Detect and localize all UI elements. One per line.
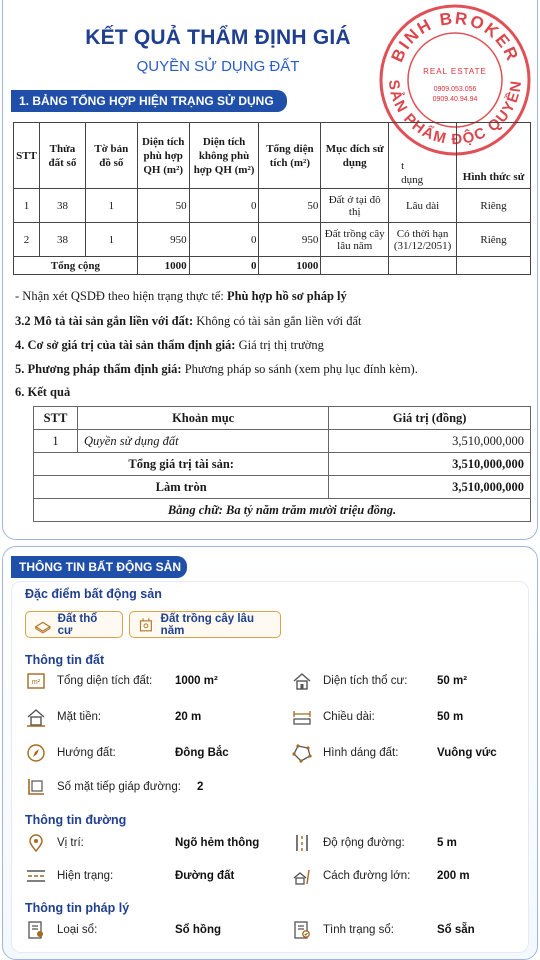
section-4: 4. Cơ sở giá trị của tài sản thẩm định giá: Giá trị thị trường <box>15 338 324 352</box>
table-row: 1 38 1 50 0 50 Đất ở tại đô thị Lâu dài Riêng <box>14 189 531 223</box>
property-info-header: THÔNG TIN BẤT ĐỘNG SẢN <box>11 556 187 578</box>
table-row: 1 Quyền sử dụng đất 3,510,000,000 <box>34 430 531 453</box>
col-term-fragment-2: dụng <box>401 174 424 186</box>
col-term-fragment: t <box>401 160 405 172</box>
col-value: Giá trị (đồng) <box>329 407 531 430</box>
document-status-icon <box>291 919 313 941</box>
house-area-icon <box>291 670 313 692</box>
page-title: KẾT QUẢ THẨM ĐỊNH GIÁ <box>85 26 351 49</box>
road-width-icon <box>291 832 313 854</box>
polygon-icon <box>291 742 313 764</box>
section-3-2: 3.2 Mô tả tài sản gắn liền với đất: Không có tài sản gắn liền với đất <box>15 314 362 328</box>
col-item: Khoản mục <box>77 407 328 430</box>
page-subtitle: QUYỀN SỬ DỤNG ĐẤT <box>136 58 300 75</box>
land-use-table <box>13 122 531 275</box>
col-term <box>389 123 457 189</box>
svg-text:m²: m² <box>31 679 41 686</box>
road-distance: Cách đường lớn: 200 m <box>291 865 470 887</box>
table-header-row <box>14 123 531 189</box>
road-corner-icon <box>25 776 47 798</box>
stamp-brand: BINH BROKER <box>387 8 523 65</box>
valuation-result-table <box>33 406 531 522</box>
land-icon <box>34 616 52 634</box>
land-total-area: m² Tổng diện tích đất: 1000 m² <box>25 670 218 692</box>
land-info-title: Thông tin đất <box>25 653 105 667</box>
remark-line: - Nhận xét QSDĐ theo hiện trạng thực tế: Phù hợp hồ sơ pháp lý <box>15 289 347 303</box>
col-total-area: Tổng diện tích (m²) <box>259 123 321 189</box>
svg-text:BINH BROKER <box>387 9 522 65</box>
table-row: 2 38 1 950 0 950 Đất trồng cây lâu năm Có thời hạn (31/12/2051) Riêng <box>14 223 531 257</box>
location-pin-icon <box>25 832 47 854</box>
valuation-result-card <box>2 0 538 540</box>
section-6: 6. Kết quả <box>15 385 71 399</box>
compass-icon <box>25 742 47 764</box>
col-map: Tờ bản đồ số <box>85 123 137 189</box>
col-stt: STT <box>34 407 78 430</box>
stamp-exclusive: SẢN PHẨM ĐỘC QUYỀN <box>384 78 526 149</box>
property-info-card <box>2 546 538 960</box>
table-total-row: Tổng cộng 1000 0 1000 <box>14 257 531 275</box>
chip-label: Đất thổ cư <box>57 612 98 637</box>
land-road-sides: Số mặt tiếp giáp đường: 2 <box>25 776 203 798</box>
chip-perennial-land[interactable] <box>129 611 281 638</box>
chip-label: Đất trồng cây lâu năm <box>160 612 254 637</box>
land-frontage: Mặt tiền: 20 m <box>25 706 201 728</box>
distance-icon <box>291 865 313 887</box>
land-direction: Hướng đất: Đông Bắc <box>25 742 229 764</box>
total-value-row: Tổng giá trị tài sản: 3,510,000,000 <box>34 453 531 476</box>
road-width: Độ rộng đường: 5 m <box>291 832 457 854</box>
stamp-phone-2: 0909.40.94.94 <box>432 96 478 103</box>
col-area-noncompliant: Diện tích không phù hợp QH (m²) <box>189 123 259 189</box>
col-form: Hình thức sử <box>457 123 531 189</box>
road-status: Hiện trạng: Đường đất <box>25 865 234 887</box>
col-area-compliant: Diện tích phù hợp QH (m²) <box>137 123 189 189</box>
frontage-icon <box>25 706 47 728</box>
features-title: Đặc điểm bất động sản <box>25 587 162 601</box>
road-status-icon <box>25 865 47 887</box>
land-length: Chiều dài: 50 m <box>291 706 463 728</box>
legal-certificate-status: Tình trạng sổ: Sổ sẵn <box>291 919 475 941</box>
col-purpose: Mục đích sử dụng <box>321 123 389 189</box>
section-1-header: 1. BẢNG TỔNG HỢP HIỆN TRẠNG SỬ DỤNG ĐẤT <box>11 90 287 112</box>
road-info-title: Thông tin đường <box>25 813 127 827</box>
road-location: Vị trí: Ngõ hẻm thông <box>25 832 259 854</box>
value-in-words-row: Bằng chữ: Ba tỷ năm trăm mười triệu đồng. <box>34 499 531 522</box>
stamp-phone-1: 0909.053.056 <box>433 86 477 93</box>
section-5: 5. Phương pháp thẩm định giá: Phương pháp so sánh (xem phụ lục đính kèm). <box>15 362 418 376</box>
area-icon <box>25 670 47 692</box>
land-shape: Hình dáng đất: Vuông vức <box>291 742 497 764</box>
legal-certificate-type: Loại sổ: Sổ hồng <box>25 919 221 941</box>
land-residential-area: Diện tích thổ cư: 50 m² <box>291 670 467 692</box>
plot-icon <box>138 616 155 634</box>
length-icon <box>291 706 313 728</box>
rounded-value-row: Làm tròn 3,510,000,000 <box>34 476 531 499</box>
certificate-icon <box>25 919 47 941</box>
chip-residential-land[interactable] <box>25 611 123 638</box>
stamp-subtitle: REAL ESTATE <box>423 67 487 76</box>
legal-info-title: Thông tin pháp lý <box>25 901 130 915</box>
col-parcel: Thửa đất số <box>39 123 85 189</box>
col-stt: STT <box>14 123 40 189</box>
